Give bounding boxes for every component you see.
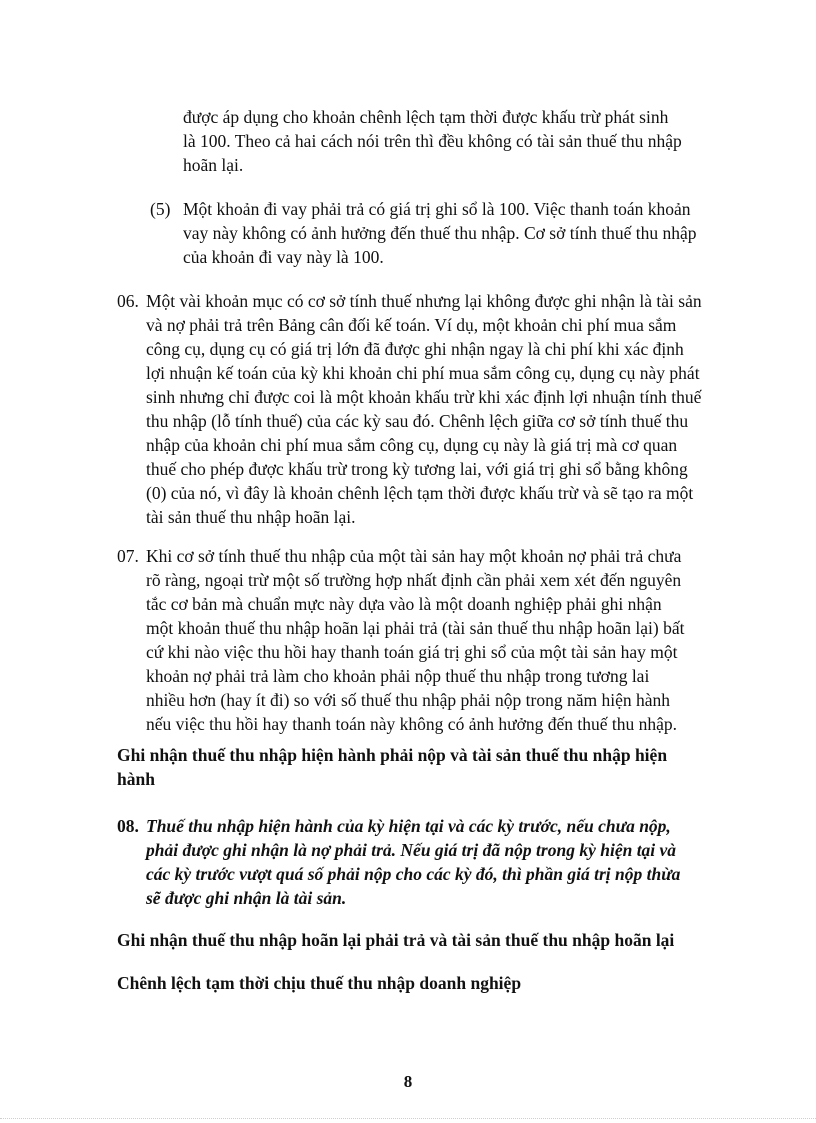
heading-current-tax-line-1: Ghi nhận thuế thu nhập hiện hành phải nộp và tài sản thuế thu nhập hiện xyxy=(117,745,668,765)
heading-deferred-tax: Ghi nhận thuế thu nhập hoãn lại phải trả và tài sản thuế thu nhập hoãn lại xyxy=(117,930,675,950)
para07-line-3: tắc cơ bản mà chuẩn mực này dựa vào là một doanh nghiệp phải ghi nhận xyxy=(146,594,662,614)
para07-line-4: một khoản thuế thu nhập hoãn lại phải trả (tài sản thuế thu nhập hoãn lại) bất xyxy=(146,618,685,638)
bottom-divider xyxy=(0,1118,816,1119)
para06-line-5: sinh nhưng chỉ được coi là một khoản khấu trừ khi xác định lợi nhuận tính thuế xyxy=(146,387,702,407)
para08-line-3: các kỳ trước vượt quá số phải nộp cho các kỳ đó, thì phần giá trị nộp thừa xyxy=(146,864,681,884)
item5-line-3: của khoản đi vay này là 100. xyxy=(183,247,384,267)
para06-line-8: thuế cho phép được khấu trừ trong kỳ tương lai, với giá trị ghi sổ bằng không xyxy=(146,459,688,479)
heading-current-tax-line-2: hành xyxy=(117,769,155,789)
heading-taxable-temporary-differences: Chênh lệch tạm thời chịu thuế thu nhập doanh nghiệp xyxy=(117,973,522,993)
para06-line-2: và nợ phải trả trên Bảng cân đối kế toán. Ví dụ, một khoản chi phí mua sắm xyxy=(146,315,677,335)
para06-line-6: thu nhập (lỗ tính thuế) của các kỳ sau đó. Chênh lệch giữa cơ sở tính thuế thu xyxy=(146,411,689,431)
para07-number: 07. xyxy=(117,546,139,566)
para07-line-7: nhiều hơn (hay ít đi) so với số thuế thu nhập phải nộp trong năm hiện hành xyxy=(146,690,670,710)
para08-line-4: sẽ được ghi nhận là tài sản. xyxy=(146,888,347,908)
para07-line-6: khoản nợ phải trả làm cho khoản phải nộp thuế thu nhập trong tương lai xyxy=(146,666,650,686)
para06-line-10: tài sản thuế thu nhập hoãn lại. xyxy=(146,507,356,527)
para06-line-7: nhập của khoản chi phí mua sắm công cụ, dụng cụ này là giá trị mà cơ quan xyxy=(146,435,678,455)
para06-line-1: Một vài khoản mục có cơ sở tính thuế nhưng lại không được ghi nhận là tài sản xyxy=(146,291,702,311)
intro-line-1: được áp dụng cho khoản chênh lệch tạm thời được khấu trừ phát sinh xyxy=(183,107,669,127)
para06-number: 06. xyxy=(117,291,139,311)
para07-line-1: Khi cơ sở tính thuế thu nhập của một tài sản hay một khoản nợ phải trả chưa xyxy=(146,546,682,566)
item5-marker: (5) xyxy=(150,199,171,219)
para08-line-2: phải được ghi nhận là nợ phải trả. Nếu giá trị đã nộp trong kỳ hiện tại và xyxy=(146,840,677,860)
para07-line-8: nếu việc thu hồi hay thanh toán này không có ảnh hưởng đến thuế thu nhập. xyxy=(146,714,677,734)
item5-line-2: vay này không có ảnh hưởng đến thuế thu nhập. Cơ sở tính thuế thu nhập xyxy=(183,223,697,243)
para07-line-2: rõ ràng, ngoại trừ một số trường hợp nhất định cần phải xem xét đến nguyên xyxy=(146,570,682,590)
para06-line-3: công cụ, dụng cụ có giá trị lớn đã được ghi nhận ngay là chi phí khi xác định xyxy=(146,339,684,359)
para06-line-4: lợi nhuận kế toán của kỳ khi khoản chi phí mua sắm công cụ, dụng cụ này phát xyxy=(146,363,700,383)
para08-number: 08. xyxy=(117,816,139,836)
page-number: 8 xyxy=(403,1072,413,1091)
para06-line-9: (0) của nó, vì đây là khoản chênh lệch tạm thời được khấu trừ và sẽ tạo ra một xyxy=(146,483,694,503)
para07-line-5: cứ khi nào việc thu hồi hay thanh toán giá trị ghi sổ của một tài sản hay một xyxy=(146,642,678,662)
intro-line-3: hoãn lại. xyxy=(183,155,244,175)
item5-line-1: Một khoản đi vay phải trả có giá trị ghi sổ là 100. Việc thanh toán khoản xyxy=(183,199,691,219)
intro-line-2: là 100. Theo cả hai cách nói trên thì đều không có tài sản thuế thu nhập xyxy=(183,131,682,151)
para08-line-1: Thuế thu nhập hiện hành của kỳ hiện tại và các kỳ trước, nếu chưa nộp, xyxy=(146,816,671,836)
